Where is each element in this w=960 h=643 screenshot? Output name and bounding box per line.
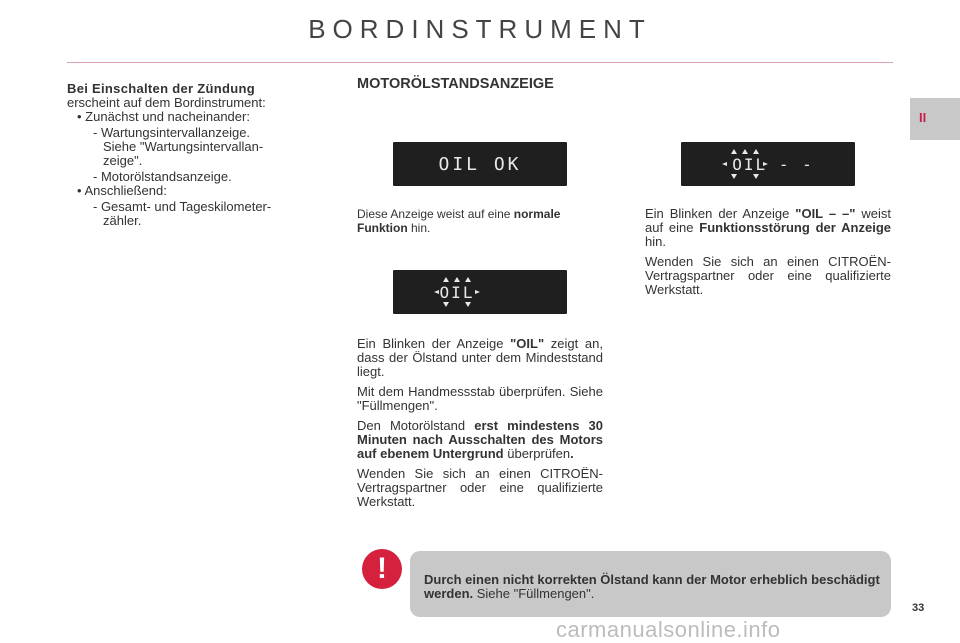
fault-p1-text-1: Ein Blinken der Anzeige: [645, 206, 796, 221]
normal-text-2: hin.: [407, 221, 431, 235]
low-oil-paragraph-1: [357, 337, 603, 379]
fault-p1-text-2: weist auf eine: [645, 206, 891, 235]
page-title: BORDINSTRUMENT: [308, 14, 652, 44]
intro-lead-bold: Bei Einschalten der Zündung: [67, 81, 255, 96]
low-oil-paragraph-2: Mit dem Handmessstab überprüfen. Siehe "Füllmengen".: [357, 384, 603, 413]
intro-item-3-line-1: - Gesamt- und Tageskilometer-: [93, 199, 272, 214]
intro-bullet-1: • Zunächst und nacheinander:: [77, 109, 250, 124]
intro-item-2: - Motorölstandsanzeige.: [93, 169, 232, 184]
warning-box: [410, 551, 891, 617]
display-oil-fault-text: OIL - -: [732, 155, 814, 174]
warning-bold-text: Durch einen nicht korrekten Ölstand kann der Motor erheblich beschädigt werden.: [424, 572, 880, 601]
chapter-tab[interactable]: II: [910, 98, 960, 140]
normal-text-1: Diese Anzeige weist auf eine: [357, 207, 514, 221]
fault-paragraph-1: [645, 207, 891, 249]
intro-lead-rest: erscheint auf dem Bordinstrument:: [67, 95, 266, 110]
intro-item-3: [67, 200, 317, 228]
normal-description: [357, 207, 603, 241]
low-p1-bold: "OIL": [510, 336, 545, 351]
normal-bold-2: Funktion: [357, 221, 408, 235]
intro-item-3-line-2: zähler.: [103, 213, 142, 228]
warning-rest-text: Siehe "Füllmengen".: [473, 586, 595, 601]
exclamation-icon: !: [362, 549, 402, 589]
low-p3-bold-2: .: [570, 446, 574, 461]
intro-item-1-line-3: zeige".: [103, 153, 143, 168]
watermark: carmanualsonline.info: [556, 617, 781, 642]
low-oil-description: [357, 337, 603, 515]
low-p3-text-1: Den Motorölstand: [357, 418, 475, 433]
low-p1-text-1: Ein Blinken der Anzeige: [357, 336, 511, 351]
intro-item-1: [67, 126, 317, 168]
intro-lead: [67, 82, 317, 110]
fault-p1-bold-2: Funktionsstörung der Anzeige: [699, 220, 891, 235]
fault-p1-text-3: hin.: [645, 234, 666, 249]
normal-bold-1: normale: [513, 207, 561, 221]
low-p1-text-2: zeigt an, dass der Ölstand unter dem Mindeststand liegt.: [357, 336, 603, 379]
low-oil-paragraph-3: [357, 419, 603, 461]
fault-paragraph-2: Wenden Sie sich an einen CITROËN-Vertragspartner oder eine qualifizierte Werkstatt.: [645, 254, 891, 297]
low-p3-text-2: überprüfen: [503, 446, 571, 461]
intro-column: [67, 82, 317, 228]
fault-p1-bold-1: "OIL – –": [795, 206, 856, 221]
intro-item-1-line-2: Siehe "Wartungsintervallan-: [103, 139, 264, 154]
page-number: 33: [912, 602, 925, 614]
display-oil-fault: [681, 142, 855, 186]
display-oil-ok: [393, 142, 567, 186]
low-oil-paragraph-4: Wenden Sie sich an einen CITROËN-Vertragspartner oder eine qualifizierte Werkstatt.: [357, 466, 603, 509]
display-oil-blink: [393, 270, 567, 314]
title-divider: [67, 62, 893, 63]
display-oil-ok-text: OIL OK: [438, 154, 522, 175]
intro-item-1-line-1: - Wartungsintervallanzeige.: [93, 125, 251, 140]
intro-bullet-2: • Anschließend:: [77, 183, 167, 198]
fault-description: [645, 207, 891, 303]
display-oil-blink-text: OIL: [439, 283, 475, 302]
low-p3-bold: erst mindestens 30 Minuten nach Ausschalten des Motors auf ebenem Untergrund: [357, 418, 603, 461]
section-heading: MOTORÖLSTANDSANZEIGE: [357, 76, 554, 92]
